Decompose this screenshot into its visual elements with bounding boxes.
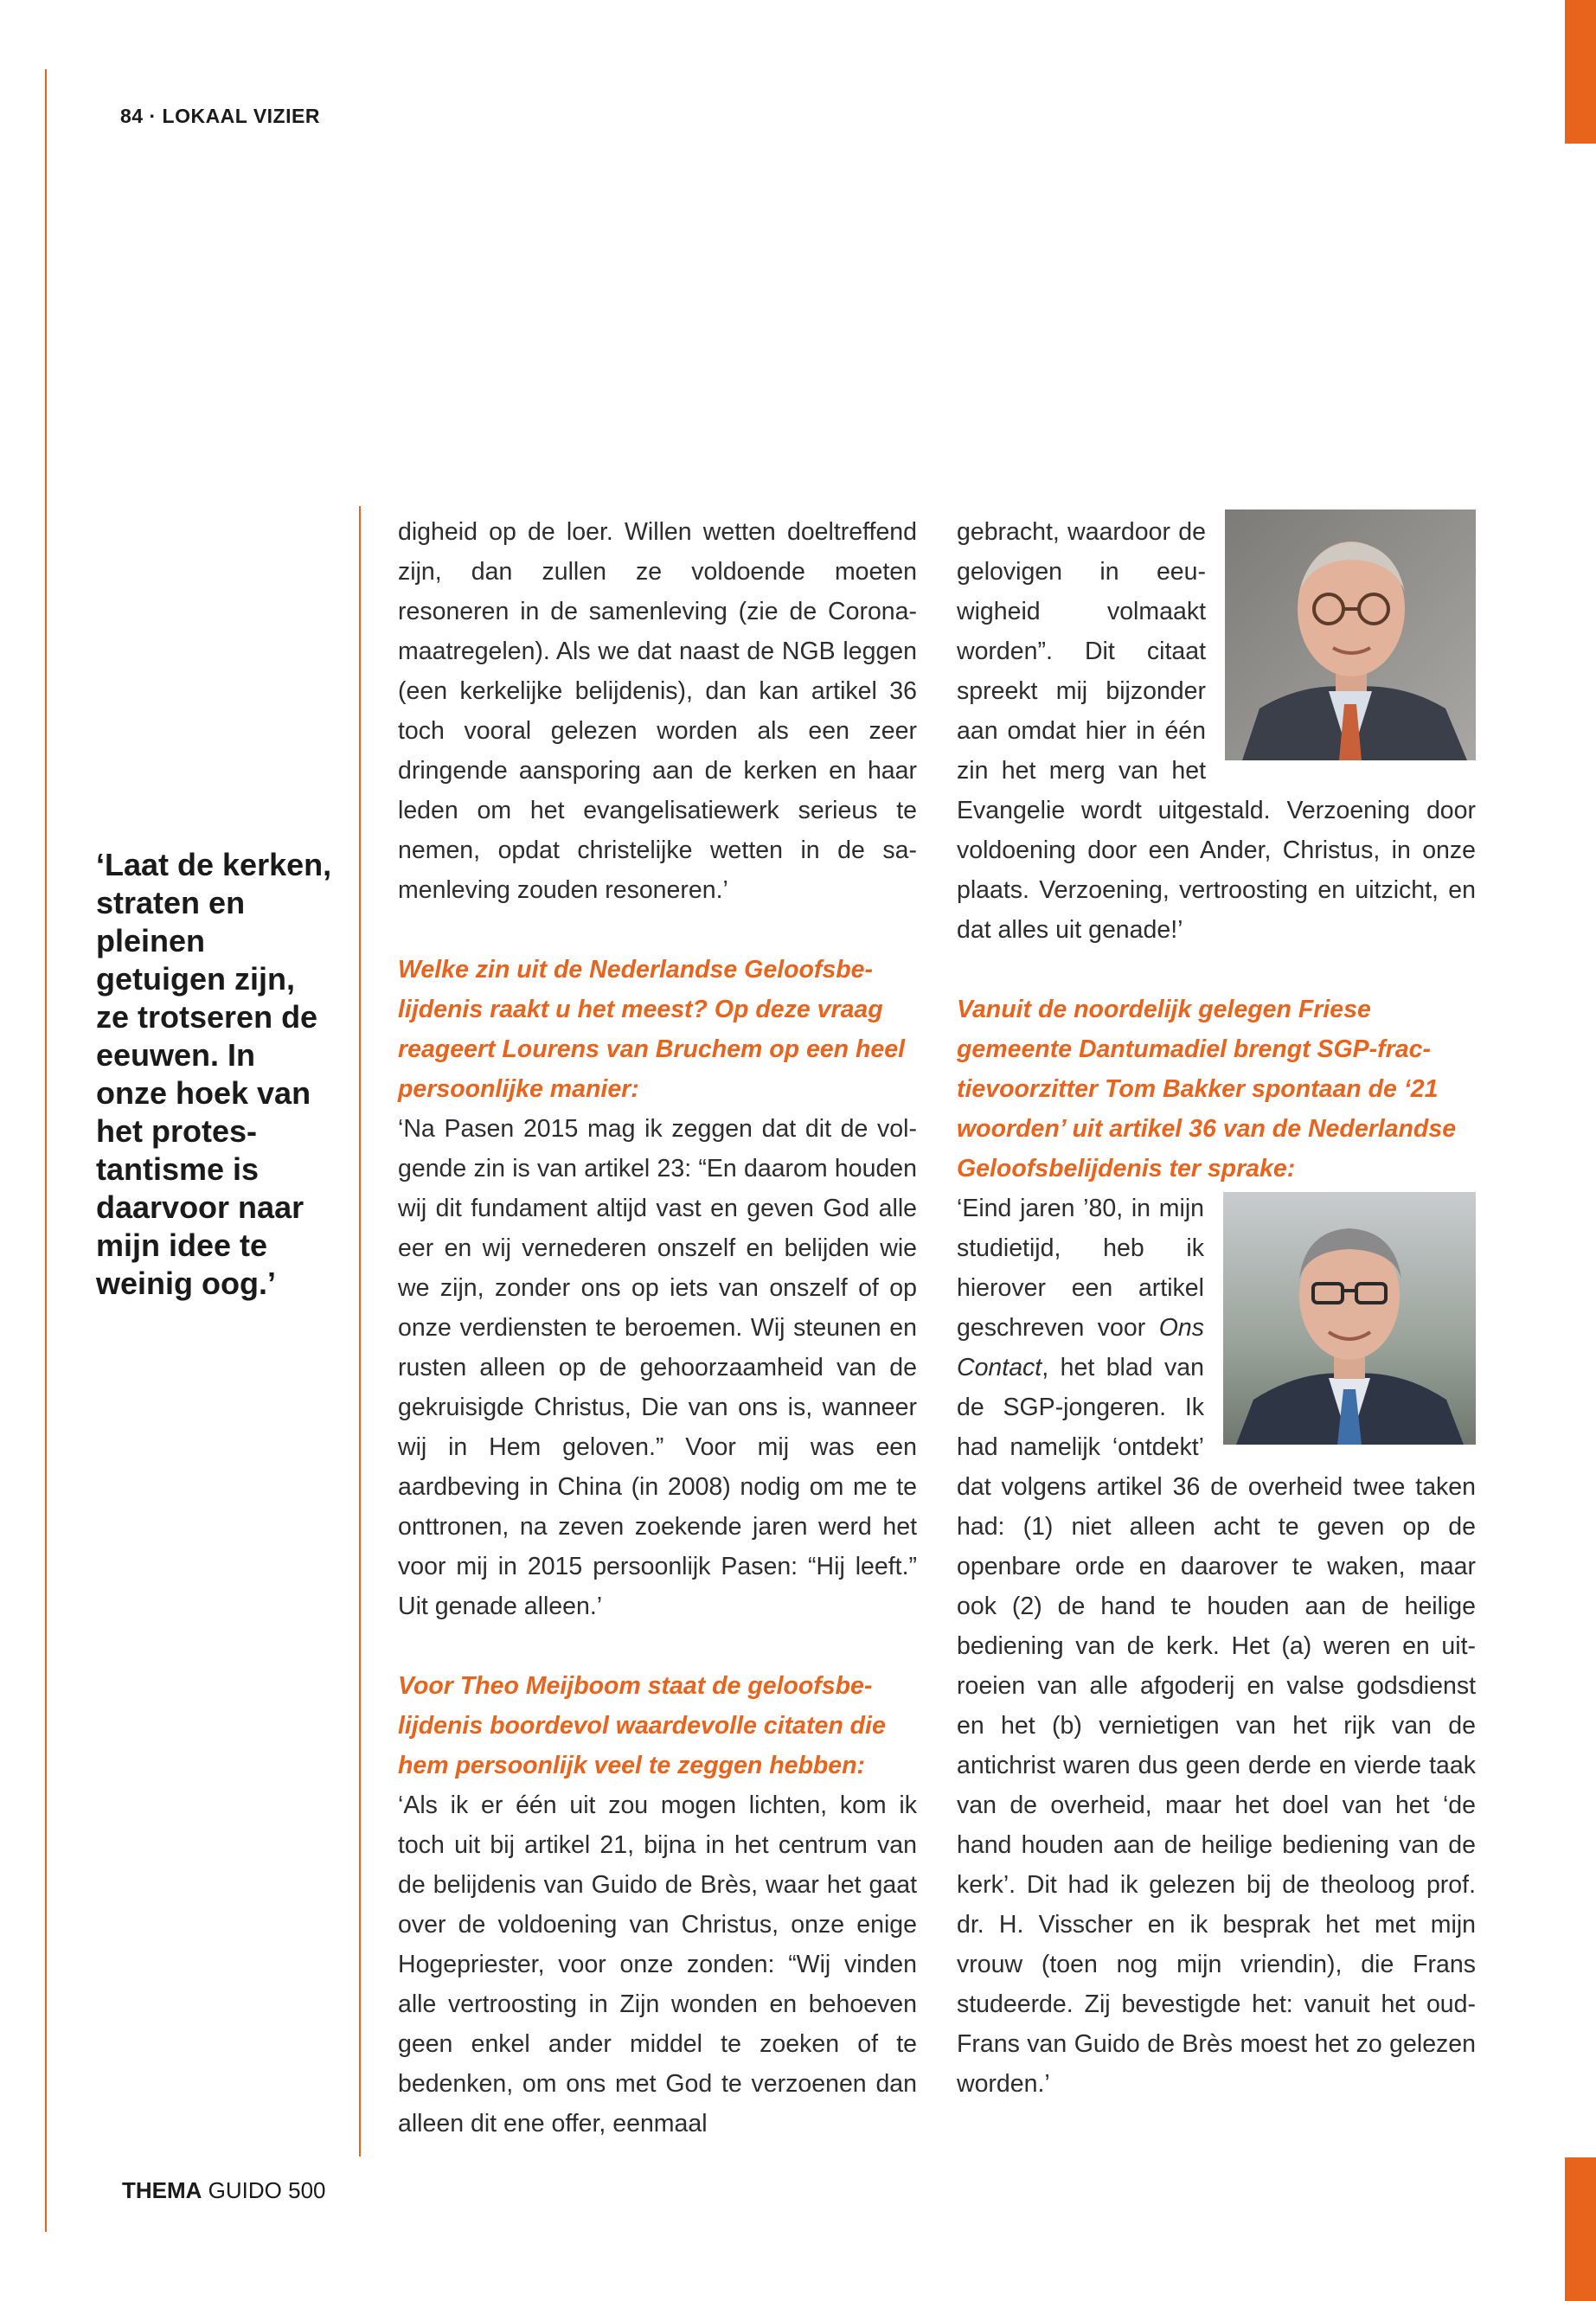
portrait-photo-theo-meijboom [1225, 510, 1476, 760]
left-margin-rule [45, 69, 47, 2232]
interview-question-lead: Voor Theo Meijboom staat de geloofsbelijdenis boordevol waardevolle citaten die hem persoonlijk veel te zeggen hebben: [398, 1672, 886, 1779]
interview-question-lead: Vanuit de noordelijk gelegen Friese gemeente Dantumadiel brengt SGP-fractievoorzitter Tom Bakker spontaan de ‘21 woorden’ uit artikel 36 van de Nederlandse Geloofsbelijdenis ter sprake: [957, 996, 1457, 1183]
interview-question-lead: Welke zin uit de Nederlandse Geloofsbelijdenis raakt u het meest? Op deze vraag reageert Lourens van Bruchem op een heel persoonlijke manier: [398, 956, 906, 1103]
pull-quote: ‘Laat de kerken, straten en pleinen getuigen zijn, ze trotseren de eeuwen. In onze hoek van het protestantisme is daarvoor naar mijn idee te weinig oog.’ [96, 847, 332, 1301]
paragraph: gebracht, waardoor de gelovigen in eeuwigheid volmaakt worden”. Dit citaat spreekt mij bijzonder aan omdat hier in één zin het merg van het Evangelie wordt uitgestald. Verzoening door voldoening door een Ander, Christus, in onze plaats. Verzoening, vertroosting en uitzicht, en dat alles uit genade!’ [957, 518, 1476, 944]
column-divider-rule [359, 506, 361, 2157]
footer-guido: GUIDO 500 [208, 2177, 326, 2203]
page-header: 84 · LOKAAL VIZIER [120, 105, 320, 127]
paragraph: ‘Na Pasen 2015 mag ik zeggen dat dit de volgende zin is van artikel 23: “En daarom houden wij dit fundament altijd vast en geven God alle eer en wij vernederen onszelf en belijden wie we zijn, zonder ons op iets van onszelf of op onze verdiensten te beroemen. Wij steunen en rusten alleen op de gehoorzaamheid van de gekruisigde Christus, Die van ons is, wanneer wij in Hem geloven.” Voor mij was een aardbeving in China (in 2008) nodig om me te onttronen, na zeven zoekende jaren werd het voor mij in 2015 persoonlijk Pasen: “Hij leeft.” Uit genade alleen.’ [398, 1115, 917, 1620]
text-run: ‘Eind jaren ’80, in mijn studietijd, heb ik hierover een artikel geschreven voor [957, 1195, 1204, 1342]
footer-thema: THEMA [122, 2177, 202, 2203]
text-run: , het blad van de SGP-jongeren. Ik had namelijk ‘ontdekt’ dat volgens artikel 36 de overheid twee taken had: (1) niet alleen acht te geven op de openbare orde en daarover te waken, maar ook (2) de hand te houden aan de heilige bediening van de kerk. Het (a) weren en uitroeien van alle afgoderij en valse godsdienst en het (b) vernietigen van het rijk van de antichrist waren dus geen derde en vierde taak van de overheid, maar het doel van het ‘de hand houden aan de heilige bediening van de kerk’. Dit had ik gelezen bij de theoloog prof. dr. H. Visscher en ik besprak het met mijn vrouw (toen nog mijn vriendin), die Frans studeerde. Zij bevestigde het: vanuit het oud-Frans van Guido de Brès moest het zo gelezen worden.’ [957, 1354, 1476, 2098]
page-footer [122, 2177, 326, 2204]
paragraph: ‘Als ik er één uit zou mogen lichten, kom ik toch uit bij artikel 21, bijna in het centrum van de belijdenis van Guido de Brès, waar het gaat over de voldoening van Christus, onze enige Hogepriester, voor onze zonden: “Wij vinden alle vertroosting in Zijn wonden en behoeven geen enkel ander middel te zoeken of te bedenken, om ons met God te verzoenen dan alleen dit ene offer, eenmaal [398, 1791, 917, 2138]
paragraph: digheid op de loer. Willen wetten doeltreffend zijn, dan zullen ze voldoende moeten resoneren in de samenleving (zie de Corona-maatregelen). Als we dat naast de NGB leggen (een kerkelijke belijdenis), dan kan artikel 36 toch vooral gelezen worden als een zeer dringende aansporing aan de kerken en haar leden om het evangelisatiewerk serieus te nemen, opdat christelijke wetten in de samenleving zouden resoneren.’ [398, 518, 917, 904]
article-column-2 [957, 512, 1476, 2104]
bottom-accent-tab [1565, 2157, 1596, 2301]
portrait-photo-tom-bakker [1223, 1192, 1476, 1445]
article-column-1 [398, 512, 917, 2144]
top-accent-tab [1565, 0, 1596, 144]
publication-title: Ons Contact [957, 1314, 1204, 1381]
